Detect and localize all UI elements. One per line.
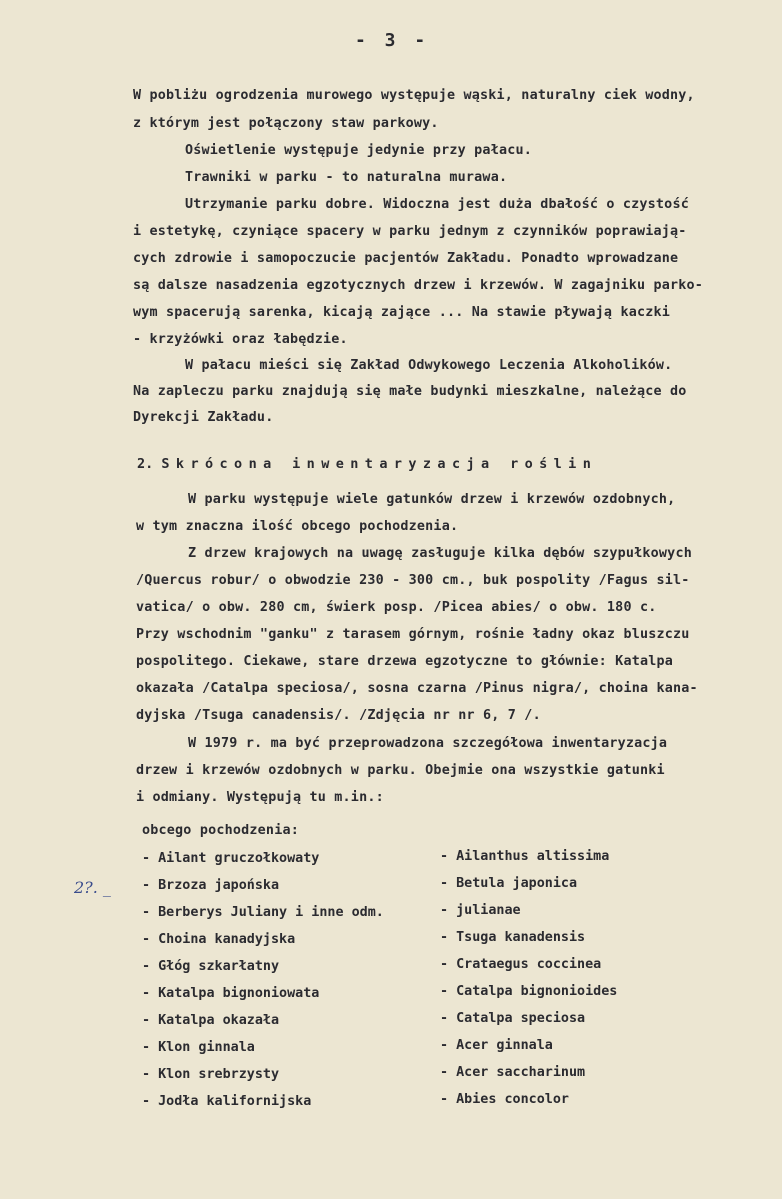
paragraph-line: - krzyżówki oraz łabędzie.: [133, 332, 348, 347]
species-polish-name: - Choina kanadyjska: [142, 932, 296, 947]
species-latin-name: - julianae: [440, 903, 521, 918]
section-line: Z drzew krajowych na uwagę zasługuje kilka dębów szypułkowych: [188, 546, 692, 561]
species-latin-name: - Abies concolor: [440, 1092, 569, 1107]
paragraph-line: i estetykę, czyniące spacery w parku jednym z czynników poprawiają-: [133, 224, 687, 239]
species-polish-name: - Brzoza japońska: [142, 878, 280, 893]
species-latin-name: - Acer saccharinum: [440, 1065, 586, 1080]
list-heading: obcego pochodzenia:: [142, 823, 299, 838]
species-latin-name: - Crataegus coccinea: [440, 957, 602, 972]
species-latin-name: - Betula japonica: [440, 876, 578, 891]
paragraph-line: są dalsze nasadzenia egzotycznych drzew i krzewów. W zagajniku parko-: [133, 278, 704, 293]
paragraph-line: cych zdrowie i samopoczucie pacjentów Zakładu. Ponadto wprowadzane: [133, 251, 679, 266]
section-line: Przy wschodnim "ganku" z tarasem górnym, rośnie ładny okaz bluszczu: [136, 627, 690, 642]
section-line: pospolitego. Ciekawe, stare drzewa egzotyczne to głównie: Katalpa: [136, 654, 674, 669]
species-polish-name: - Katalpa bignoniowata: [142, 986, 320, 1001]
section-line: i odmiany. Występują tu m.in.:: [136, 790, 384, 805]
species-polish-name: - Ailant gruczołkowaty: [142, 851, 320, 866]
page-number: - 3 -: [355, 30, 430, 51]
species-latin-name: - Ailanthus altissima: [440, 849, 610, 864]
species-latin-name: - Tsuga kanadensis: [440, 930, 586, 945]
section-line: vatica/ o obw. 280 cm, świerk posp. /Picea abies/ o obw. 180 c.: [136, 600, 657, 615]
paragraph-line: Utrzymanie parku dobre. Widoczna jest duża dbałość o czystość: [185, 197, 689, 212]
paragraph-line: z którym jest połączony staw parkowy.: [133, 116, 439, 131]
species-polish-name: - Głóg szkarłatny: [142, 959, 280, 974]
section-heading: [137, 456, 597, 472]
species-polish-name: - Klon ginnala: [142, 1040, 255, 1055]
species-polish-name: - Jodła kalifornijska: [142, 1094, 312, 1109]
paragraph-line: Dyrekcji Zakładu.: [133, 410, 274, 425]
paragraph-line: Trawniki w parku - to naturalna murawa.: [185, 170, 508, 185]
section-line: dyjska /Tsuga canadensis/. /Zdjęcia nr nr 6, 7 /.: [136, 708, 541, 723]
section-line: okazała /Catalpa speciosa/, sosna czarna /Pinus nigra/, choina kana-: [136, 681, 698, 696]
species-polish-name: - Katalpa okazała: [142, 1013, 280, 1028]
section-line: W parku występuje wiele gatunków drzew i krzewów ozdobnych,: [188, 492, 676, 507]
section-line: W 1979 r. ma być przeprowadzona szczegółowa inwentaryzacja: [188, 736, 668, 751]
species-latin-name: - Acer ginnala: [440, 1038, 553, 1053]
section-line: drzew i krzewów ozdobnych w parku. Obejmie ona wszystkie gatunki: [136, 763, 665, 778]
species-polish-name: - Berberys Juliany i inne odm.: [142, 905, 384, 920]
section-title: Skrócona inwentaryzacja roślin: [161, 456, 598, 472]
species-latin-name: - Catalpa bignonioides: [440, 984, 618, 999]
paragraph-line: Na zapleczu parku znajdują się małe budynki mieszkalne, należące do: [133, 384, 687, 399]
section-line: /Quercus robur/ o obwodzie 230 - 300 cm., buk pospolity /Fagus sil-: [136, 573, 690, 588]
section-number: 2.: [137, 456, 154, 472]
handwritten-margin-note: 2?. _: [74, 878, 111, 897]
paragraph-line: wym spacerują sarenka, kicają zające ... Na stawie pływają kaczki: [133, 305, 671, 320]
species-latin-name: - Catalpa speciosa: [440, 1011, 586, 1026]
paragraph-line: W pobliżu ogrodzenia murowego występuje wąski, naturalny ciek wodny,: [133, 88, 695, 103]
species-polish-name: - Klon srebrzysty: [142, 1067, 280, 1082]
paragraph-line: Oświetlenie występuje jedynie przy pałacu.: [185, 143, 532, 158]
paragraph-line: W pałacu mieści się Zakład Odwykowego Leczenia Alkoholików.: [185, 358, 673, 373]
section-line: w tym znaczna ilość obcego pochodzenia.: [136, 519, 459, 534]
